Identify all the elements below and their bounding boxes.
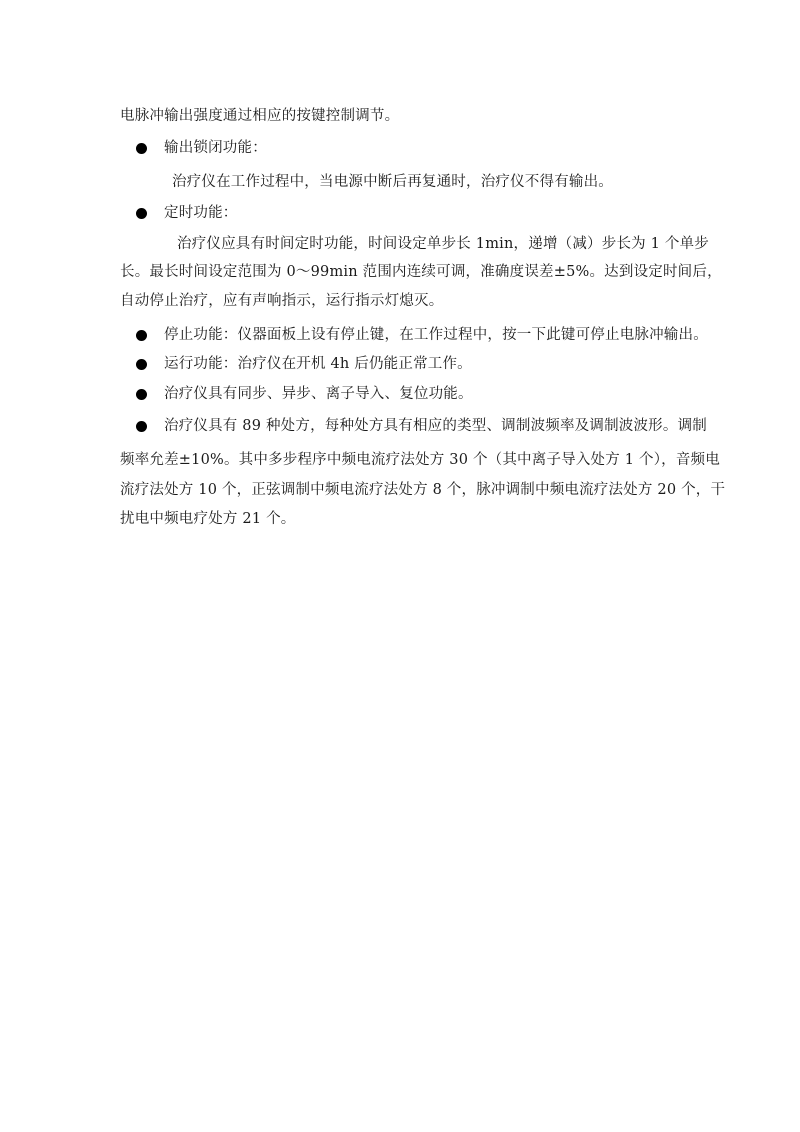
- list-item-run: [136, 354, 706, 374]
- intro-text: 电脉冲输出强度通过相应的按键控制调节。: [120, 108, 400, 124]
- prescriptions-line-4: 扰电中频电疗处方 21 个。: [120, 511, 296, 527]
- bullet-icon: [136, 389, 147, 400]
- list-item-output-lock: [136, 138, 706, 158]
- run-text: 运行功能：治疗仪在开机 4h 后仍能正常工作。: [164, 356, 472, 372]
- prescriptions-line-2: 频率允差±10%。其中多步程序中频电流疗法处方 30 个（其中离子导入处方 1 个），音频电: [120, 452, 720, 468]
- output-lock-title: 输出锁闭功能：: [164, 140, 267, 156]
- timer-line-2: 长。最长时间设定范围为 0～99min 范围内连续可调，准确度误差±5%。达到设定时间后，: [120, 264, 722, 280]
- sync-text: 治疗仪具有同步、异步、离子导入、复位功能。: [164, 386, 473, 402]
- timer-title: 定时功能：: [164, 205, 238, 221]
- bullet-icon: [136, 421, 147, 432]
- prescriptions-line-1: 治疗仪具有 89 种处方，每种处方具有相应的类型、调制波频率及调制波波形。调制: [164, 418, 707, 434]
- bullet-icon: [136, 143, 147, 154]
- bullet-icon: [136, 330, 147, 341]
- list-item-sync: [136, 384, 706, 404]
- timer-line-1: 治疗仪应具有时间定时功能，时间设定单步长 1min，递增（减）步长为 1 个单步: [177, 236, 710, 252]
- prescriptions-line-3: 流疗法处方 10 个，正弦调制中频电流疗法处方 8 个，脉冲调制中频电流疗法处方 20 个，干: [120, 482, 726, 498]
- output-lock-body: 治疗仪在工作过程中，当电源中断后再复通时，治疗仪不得有输出。: [172, 174, 613, 190]
- bullet-icon: [136, 359, 147, 370]
- timer-line-3: 自动停止治疗，应有声响指示，运行指示灯熄灭。: [120, 293, 444, 309]
- list-item-timer: [136, 203, 706, 223]
- list-item-prescriptions: [136, 416, 706, 436]
- list-item-stop: [136, 325, 706, 345]
- bullet-icon: [136, 208, 147, 219]
- stop-text: 停止功能：仪器面板上设有停止键，在工作过程中，按一下此键可停止电脉冲输出。: [164, 327, 708, 343]
